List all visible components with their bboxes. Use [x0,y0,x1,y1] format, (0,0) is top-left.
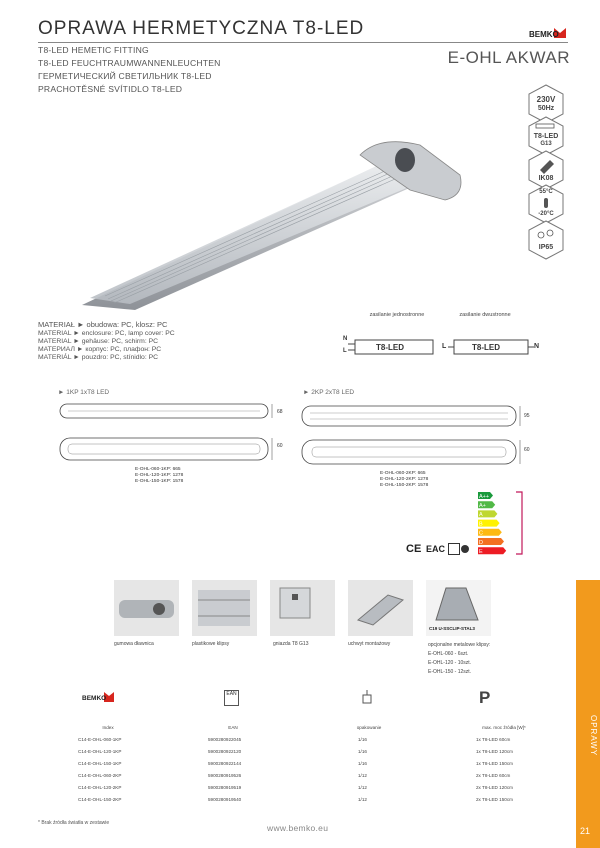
frequency-text: 50Hz [537,105,555,112]
energy-bars [478,490,548,560]
energy-class-label: E [479,549,483,555]
table-cell: 5900280919540 [208,797,242,802]
dim-2kp-120: E-OHL-120-2KP: 1278 [380,477,429,482]
subtitle-de: T8-LED FEUCHTRAUMWANNENLEUCHTEN [38,58,221,68]
wiring-one-side-label: zasilanie jednostronne [369,312,425,318]
table-cell: 1x T8-LED 120cm [476,749,513,754]
ean-icon-label: EAN [226,691,237,697]
eac-mark: EAC [426,544,446,554]
table-cell: 5900280922144 [208,761,242,766]
table-cell: 2x T8-LED 150cm [476,797,513,802]
drawing-1kp [58,398,283,468]
table-cell: 1x T8-LED 60cm [476,737,511,742]
dim-2kp-150: E-OHL-150-2KP: 1578 [380,483,429,488]
dims-1kp [135,467,183,485]
power-icon: P [479,688,491,707]
temp-min-text: -20°C [538,211,554,217]
table-row: C14-E-OHL-120-2KP [78,785,122,790]
table-row: C14-E-OHL-150-2KP [78,797,122,802]
accessory-photo-clips [192,580,257,636]
column-index [78,722,138,806]
table-row: C14-E-OHL-060-1KP [78,737,122,742]
table-cell: 1/16 [358,761,367,766]
caption-metal-clips [428,641,490,677]
accessory-photo-metal-clips [426,580,491,636]
model-name: E-OHL AKWAR [447,48,570,67]
table-cell: 2x T8-LED 120cm [476,785,513,790]
material-de: MATERIAL ► gehäuse: PC, schirm: PC [38,338,159,345]
table-cell: 2x T8-LED 60cm [476,773,511,778]
material-en: MATERIAL ► enclosure: PC, lamp cover: PC [38,330,175,337]
caption-metal-clips-120: E-OHL-120 - 10szt. [428,660,472,666]
product-photo [80,100,490,315]
table-cell: 1/12 [358,773,367,778]
caption-bracket: uchwyt montażowy [348,641,391,647]
caption-metal-clips-150: E-OHL-150 - 12szt. [428,669,472,675]
table-cell: 5900280919519 [208,785,242,790]
energy-label [478,490,548,560]
header-pack: opakowanie [356,725,382,730]
table-cell: 1/12 [358,797,367,802]
svg-text:BEMKO: BEMKO [529,30,559,39]
subtitle-cz: PRACHOTĚSNÉ SVÍTIDLO T8-LED [38,84,183,94]
wire-l-label: L [343,348,347,354]
wire-n-label: N [343,336,348,342]
tube-label-2: T8-LED [472,343,500,352]
table-cell: 1/16 [358,749,367,754]
temperature-badge [526,184,566,224]
subtitle-ru: ГЕРМЕТИЧЕСКИЙ СВЕТИЛЬНИК T8-LED [38,71,212,81]
drawing-2kp-title: ► 2KP 2xT8 LED [303,389,355,396]
energy-class-label: A [479,512,483,519]
socket-text: G13 [540,141,552,147]
accessory-photo-bracket [348,580,413,636]
table-cell: 1x T8-LED 150cm [476,761,513,766]
energy-class-label: B [479,521,483,528]
website-link[interactable]: www.bemko.eu [267,823,329,833]
subtitle-en: T8-LED HEMETIC FITTING [38,45,149,55]
material-cz: MATERIÁL ► pouzdro: PC, stínidlo: PC [38,354,159,361]
dim-2kp-060: E-OHL-060-2KP: 665 [380,471,426,476]
header-ean: EAN [228,725,238,730]
brand-logo [528,26,568,40]
class-ii-icon [448,543,460,555]
tube-label: T8-LED [376,343,404,352]
dims-2kp [380,471,428,489]
ean-icon [224,690,239,706]
ip-badge [526,220,566,260]
wire-l-label-2: L [442,343,447,350]
energy-class-label: C [479,530,483,537]
footnote: * Brak źródła światła w zestawie [38,820,110,826]
wire-n-label-2: N [534,343,540,350]
wiring-two-side-diagram [440,336,540,358]
drawing-1kp-title: ► 1KP 1xT8 LED [58,389,110,396]
header-power: max. moc źródła [W]* [482,725,526,730]
voltage-text: 230V [536,95,556,104]
page-title: OPRAWA HERMETYCZNA T8-LED [38,18,365,39]
wiring-two-side-label: zasilanie dwustronne [459,312,511,318]
energy-range-bracket [516,492,522,554]
dim-1kp-height: 68 [277,409,283,415]
table-cell: 5900280922120 [208,749,242,754]
dim-1kp-width: 60 [277,443,283,449]
energy-class-label: A+ [479,503,486,509]
package-icon [361,690,373,704]
dim-2kp-width: 60 [524,447,530,453]
energy-class-label: A++ [479,493,490,500]
ip-text: IP65 [538,244,554,251]
accessory-photo-gland [114,580,179,636]
material-pl: MATERIAŁ ► obudowa: PC, klosz: PC [38,320,168,329]
caption-metal-clips-060: E-OHL-060 - 6szt. [428,651,469,657]
material-ru: МАТЕРИАЛ ► корпус: PC, плафон: PC [38,346,162,353]
dim-1kp-060: E-OHL-060-1KP: 665 [135,467,181,472]
column-power [464,722,544,806]
wiring-one-side-diagram [343,336,443,358]
table-cell: 5900280919526 [208,773,242,778]
table-row: C14-E-OHL-150-1KP [78,761,122,766]
section-name: OPRAWY [589,715,598,757]
ce-mark: CE [406,543,422,555]
caption-metal-clips-title: opcjonalne metalowe klipsy: [428,642,491,648]
column-ean [208,722,258,806]
temp-max-text: 55°C [539,189,553,195]
table-cell: 1/16 [358,737,367,742]
table-cell: 5900280922045 [208,737,242,742]
metal-clip-tag: C19 U-SSCLIP-STAL3 [429,626,475,631]
dim-1kp-150: E-OHL-150-1KP: 1578 [135,479,184,484]
section-tab [576,580,600,848]
drawing-2kp [300,398,530,473]
cert-icons [406,543,472,557]
title-divider [38,42,568,43]
lamp-text: T8-LED [533,133,559,140]
table-cell: 1/12 [358,785,367,790]
table-row: C14-E-OHL-120-1KP [78,749,122,754]
impact-text: IK08 [538,175,554,182]
column-pack [349,722,389,806]
caption-gland: gumowa dławnica [114,641,154,647]
energy-class-label: D [479,539,483,546]
page-number: 21 [580,826,591,836]
accessory-photo-socket [270,580,335,636]
svg-text:BEMKO: BEMKO [82,695,107,702]
dim-2kp-height: 95 [524,413,530,419]
header-index: Index [102,725,114,730]
caption-clips: plastikowe klipsy [192,641,230,647]
caption-socket: gniazda T8 G13 [273,641,309,647]
indoor-use-icon [461,545,469,553]
table-row: C14-E-OHL-060-2KP [78,773,122,778]
dim-1kp-120: E-OHL-120-1KP: 1278 [135,473,184,478]
table-brand-logo [82,690,116,704]
